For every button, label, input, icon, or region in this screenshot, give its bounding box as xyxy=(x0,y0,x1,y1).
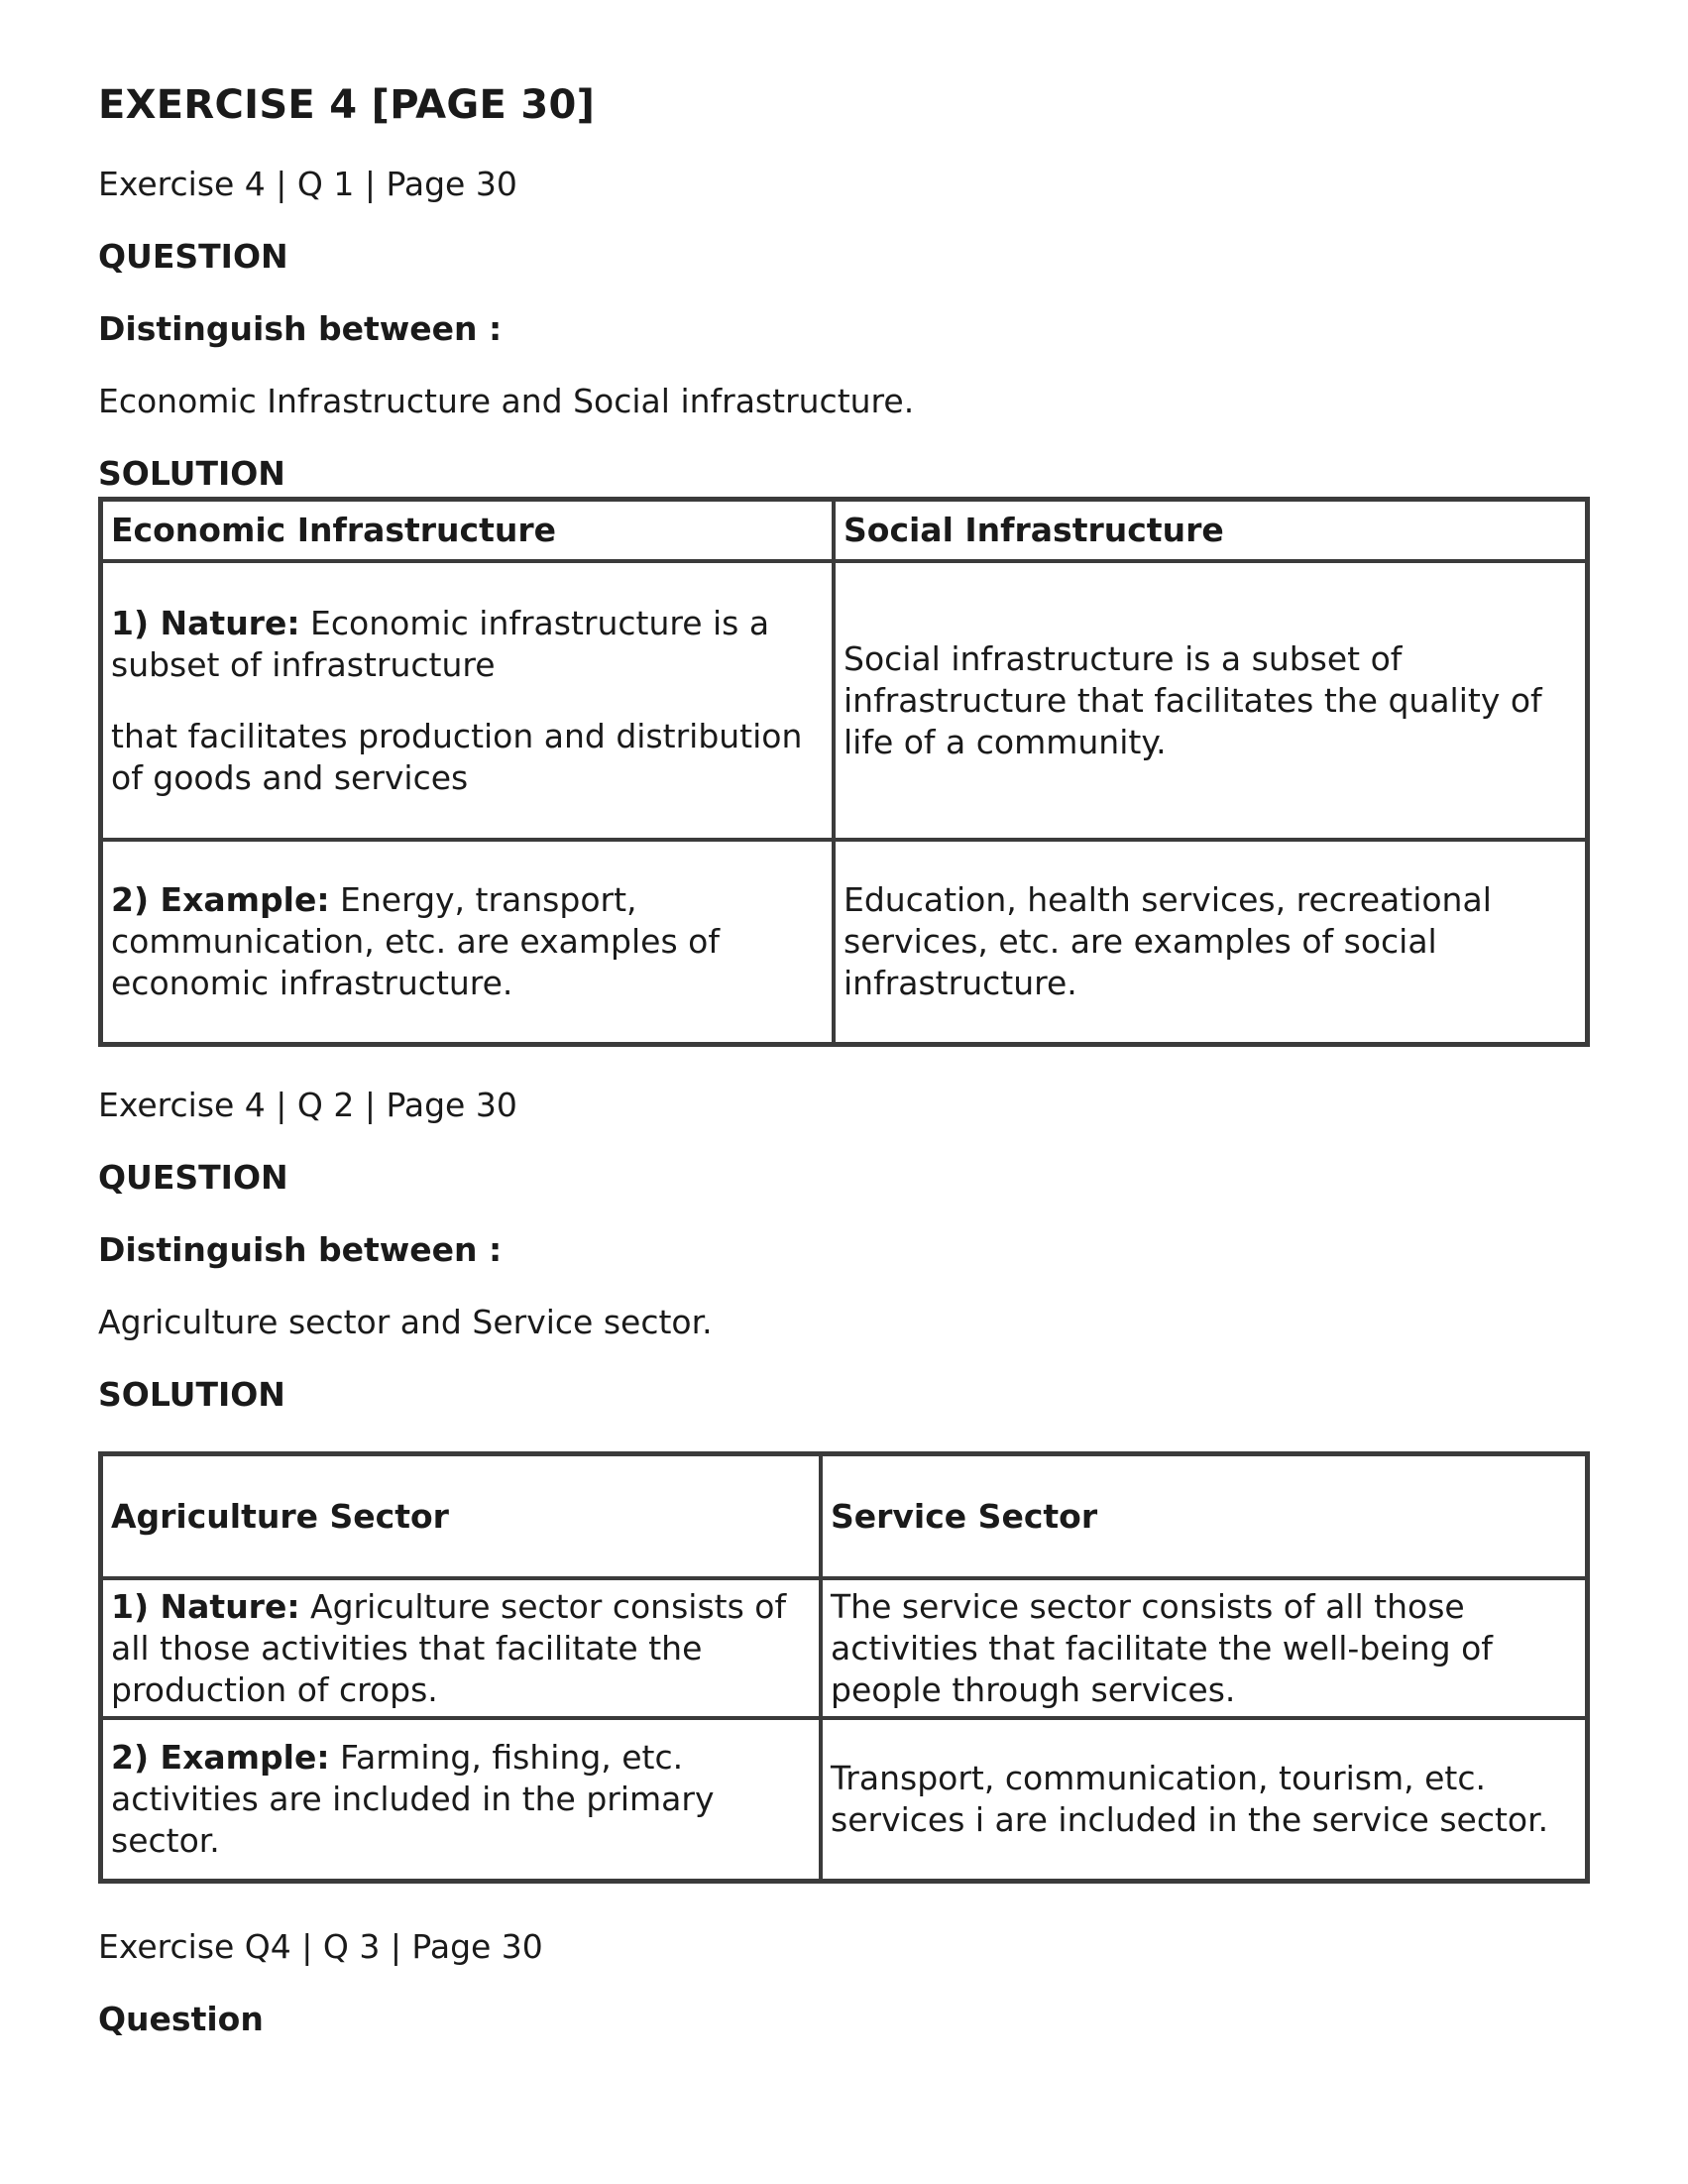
q2-reference: Exercise 4 | Q 2 | Page 30 xyxy=(98,1086,517,1124)
table-cell xyxy=(101,1718,821,1881)
table-cell xyxy=(101,561,834,840)
row-lead-label: 2) Example: xyxy=(111,1738,330,1777)
table-header-cell: Service Sector xyxy=(821,1454,1587,1578)
cell-text: Farming, fishing, etc. activities are included in the primary sector. xyxy=(111,1738,715,1860)
q3-question-label: Question xyxy=(98,2000,264,2038)
cell-paragraph xyxy=(111,603,824,686)
q2-prompt: Agriculture sector and Service sector. xyxy=(98,1303,713,1341)
table-cell xyxy=(821,1718,1587,1881)
cell-text: that facilitates production and distribution of goods and services xyxy=(111,716,803,797)
q1-question-label: QUESTION xyxy=(98,237,288,276)
q1-comparison-table xyxy=(98,497,1590,1047)
page-title: EXERCISE 4 [PAGE 30] xyxy=(98,82,596,128)
table-row xyxy=(101,561,1587,840)
row-lead-label: 1) Nature: xyxy=(111,1586,300,1626)
cell-text: Economic infrastructure is a subset of infrastructure xyxy=(111,603,770,684)
cell-text: Social infrastructure is a subset of infrastructure that facilitates the quality of life of a community. xyxy=(844,638,1542,761)
table-header-row xyxy=(101,500,1587,561)
q1-reference: Exercise 4 | Q 1 | Page 30 xyxy=(98,165,517,203)
table-cell xyxy=(834,561,1587,840)
table-row xyxy=(101,1578,1587,1718)
q2-comparison-table xyxy=(98,1451,1590,1884)
table-header-cell: Social Infrastructure xyxy=(834,500,1587,561)
row-lead-label: 1) Nature: xyxy=(111,603,300,642)
cell-text: The service sector consists of all those activities that facilitate the well-being of people through services. xyxy=(831,1586,1493,1709)
q2-instruction: Distinguish between : xyxy=(98,1230,503,1269)
cell-text: Agriculture sector consists of all those activities that facilitate the production of crops. xyxy=(111,1586,787,1709)
table-header-cell: Economic Infrastructure xyxy=(101,500,834,561)
cell-text: Transport, communication, tourism, etc. services i are included in the service sector. xyxy=(831,1759,1549,1839)
table-cell xyxy=(101,840,834,1044)
row-lead-label: 2) Example: xyxy=(111,880,330,919)
table-header-row xyxy=(101,1454,1587,1578)
table-cell xyxy=(834,840,1587,1044)
cell-paragraph xyxy=(111,1586,811,1711)
cell-text: Education, health services, recreational services, etc. are examples of social infrastructure. xyxy=(844,880,1492,1002)
table-row xyxy=(101,1718,1587,1881)
table-header-cell: Agriculture Sector xyxy=(101,1454,821,1578)
q1-instruction: Distinguish between : xyxy=(98,309,503,348)
q1-solution-label: SOLUTION xyxy=(98,454,285,493)
cell-paragraph xyxy=(111,879,824,1004)
q3-reference: Exercise Q4 | Q 3 | Page 30 xyxy=(98,1927,543,1966)
cell-paragraph xyxy=(111,1737,811,1862)
cell-text: Energy, transport, communication, etc. are examples of economic infrastructure. xyxy=(111,880,720,1002)
q2-solution-label: SOLUTION xyxy=(98,1375,285,1414)
q1-prompt: Economic Infrastructure and Social infrastructure. xyxy=(98,382,915,420)
q2-question-label: QUESTION xyxy=(98,1158,288,1197)
table-row xyxy=(101,840,1587,1044)
table-cell xyxy=(101,1578,821,1718)
table-cell xyxy=(821,1578,1587,1718)
